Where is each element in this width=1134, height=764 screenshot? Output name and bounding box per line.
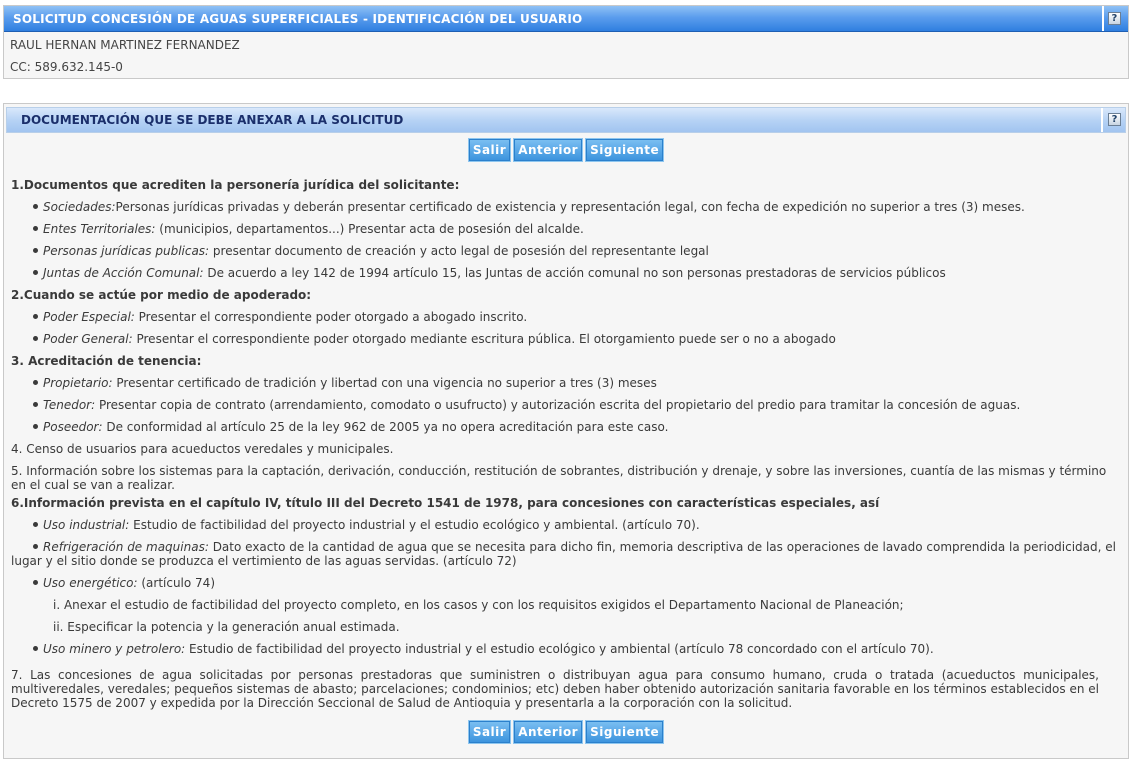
- bullet-icon: [33, 270, 38, 275]
- legal-entity-list: [11, 196, 1121, 284]
- exit-button[interactable]: Salir: [468, 138, 511, 162]
- list-item: Poder General: Presentar el correspondiente poder otorgado mediante escritura pública. El otorgamiento puede ser o no a abogado: [11, 328, 1121, 350]
- sub-item: ii. Especificar la potencia y la generación anual estimada.: [53, 620, 400, 634]
- section-heading: 6.Información prevista en el capítulo IV, título III del Decreto 1541 de 1978, para concesiones con características especiales, así: [11, 496, 880, 510]
- bullet-icon: [33, 336, 38, 341]
- list-item: Juntas de Acción Comunal: De acuerdo a ley 142 de 1994 artículo 15, las Juntas de acción comunal no son personas prestadoras de servicios públicos: [11, 262, 1121, 284]
- bullet-icon: [33, 522, 38, 527]
- section-heading: 2.Cuando se actúe por medio de apoderado:: [11, 288, 312, 302]
- bullet-icon: [33, 226, 38, 231]
- next-button[interactable]: Siguiente: [585, 138, 664, 162]
- bullet-icon: [33, 204, 38, 209]
- panel-title: SOLICITUD CONCESIÓN DE AGUAS SUPERFICIALES - IDENTIFICACIÓN DEL USUARIO: [13, 12, 583, 26]
- requirement-7: 7. Las concesiones de agua solicitadas por personas prestadoras que suministren o distribuyan agua para consumo humano, cruda o tratada (acueductos municipales, multiveredales, veredales; pequeños sistemas de abasto; parcelaciones; condominios; etc) deben haber obtenido autorización sanitaria favorable en los términos establecidos en el Decreto 1575 de 2007 y expedida por la Dirección Seccional de Salud de Antioquia y presentarla a la corporación con la solicitud.: [11, 668, 1099, 710]
- tenure-list: [11, 372, 1121, 438]
- previous-button[interactable]: Anterior: [513, 720, 583, 744]
- list-item: Personas jurídicas publicas: presentar documento de creación y acto legal de posesión del representante legal: [11, 240, 1121, 262]
- help-icon[interactable]: ?: [1108, 113, 1121, 126]
- bullet-icon: [33, 248, 38, 253]
- list-item: Entes Territoriales: (municipios, departamentos...) Presentar acta de posesión del alcalde.: [11, 218, 1121, 240]
- navigation-buttons-top: [4, 138, 1128, 164]
- list-item: Poder Especial: Presentar el correspondiente poder otorgado a abogado inscrito.: [11, 306, 1121, 328]
- list-item: Uso minero y petrolero: Estudio de factibilidad del proyecto industrial y el estudio ecológico y ambiental (artículo 78 concordado con el artículo 70).: [11, 638, 1121, 660]
- special-uses-list-continued: [11, 638, 1121, 660]
- bullet-icon: [33, 380, 38, 385]
- special-uses-list: [11, 514, 1121, 594]
- exit-button[interactable]: Salir: [468, 720, 511, 744]
- previous-button[interactable]: Anterior: [513, 138, 583, 162]
- header-divider: [1102, 6, 1104, 31]
- requirements-content: [4, 174, 1128, 710]
- list-item: Uso industrial: Estudio de factibilidad del proyecto industrial y el estudio ecológico y ambiental. (artículo 70).: [11, 514, 1121, 536]
- requirement-4: 4. Censo de usuarios para acueductos veredales y municipales.: [11, 442, 394, 456]
- help-icon[interactable]: ?: [1108, 12, 1121, 25]
- bullet-icon: [33, 402, 38, 407]
- list-item: Propietario: Presentar certificado de tradición y libertad con una vigencia no superior a tres (3) meses: [11, 372, 1121, 394]
- attorney-list: [11, 306, 1121, 350]
- panel-header: [4, 6, 1128, 32]
- sub-item: i. Anexar el estudio de factibilidad del proyecto completo, en los casos y con los requisitos exigidos el Departamento Nacional de Planeación;: [53, 598, 904, 612]
- bullet-icon: [33, 544, 38, 549]
- user-identification-panel: [3, 5, 1129, 79]
- panel-title: DOCUMENTACIÓN QUE SE DEBE ANEXAR A LA SOLICITUD: [21, 113, 404, 127]
- bullet-icon: [33, 646, 38, 651]
- list-item: Tenedor: Presentar copia de contrato (arrendamiento, comodato o usufructo) y autorización escrita del propietario del predio para tramitar la concesión de aguas.: [11, 394, 1121, 416]
- list-item: Refrigeración de maquinas: Dato exacto de la cantidad de agua que se necesita para dicho fin, memoria descriptiva de las operaciones de lavado comprendida la periodicidad, el lugar y el sitio donde se produzca el vertimiento de las aguas servidas. (artículo 72): [11, 540, 1116, 568]
- bullet-icon: [33, 314, 38, 319]
- next-button[interactable]: Siguiente: [585, 720, 664, 744]
- header-divider: [1101, 108, 1103, 132]
- section-heading: 3. Acreditación de tenencia:: [11, 354, 202, 368]
- bullet-icon: [33, 424, 38, 429]
- bullet-icon: [33, 580, 38, 585]
- list-item: Uso energético: (artículo 74): [11, 572, 1121, 594]
- documentation-panel: [3, 103, 1129, 759]
- section-heading: 1.Documentos que acrediten la personería jurídica del solicitante:: [11, 178, 460, 192]
- list-item: Sociedades:Personas jurídicas privadas y deberán presentar certificado de existencia y representación legal, con fecha de expedición no superior a tres (3) meses.: [11, 196, 1121, 218]
- panel-header: [6, 107, 1126, 133]
- user-id: CC: 589.632.145-0: [10, 60, 123, 74]
- requirement-5: 5. Información sobre los sistemas para la captación, derivación, conducción, restitución de sobrantes, distribución y drenaje, y sobre las inversiones, cuantía de las mismas y término en el cual se van a realizar.: [11, 464, 1107, 492]
- user-name: RAUL HERNAN MARTINEZ FERNANDEZ: [10, 38, 240, 52]
- navigation-buttons-bottom: [4, 720, 1128, 746]
- list-item: Poseedor: De conformidad al artículo 25 de la ley 962 de 2005 ya no opera acreditación para este caso.: [11, 416, 1121, 438]
